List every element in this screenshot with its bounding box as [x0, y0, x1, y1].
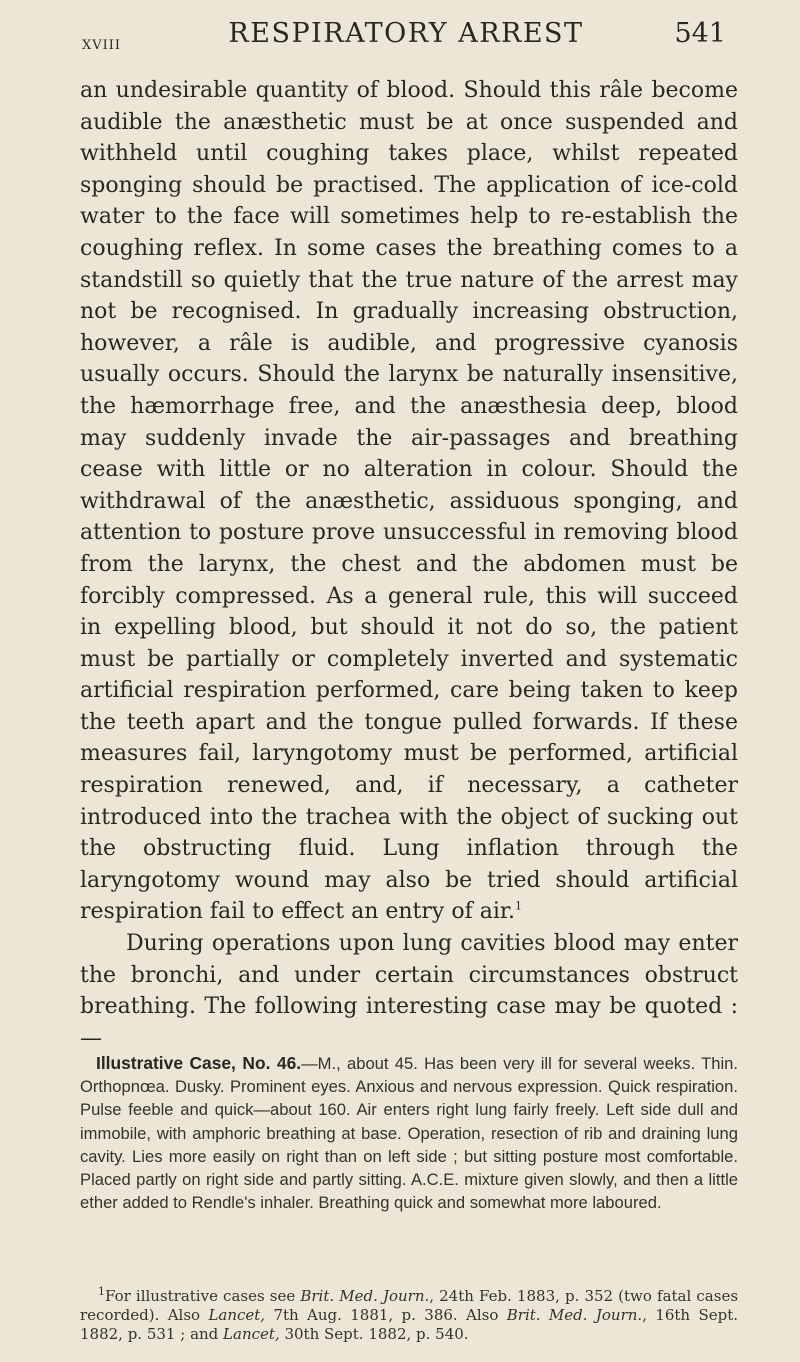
chapter-number: XVIII	[82, 38, 122, 53]
footnote-reference: 1	[514, 900, 522, 914]
illustrative-case	[80, 1052, 738, 1214]
footnote-text: 30th Sept. 1882, p. 540.	[279, 1325, 469, 1343]
journal-title: Lancet,	[208, 1306, 266, 1324]
paragraph: During operations upon lung cavities blood may enter the bronchi, and under certain circumstances obstruct breathing. The following interesting case may be quoted :—	[80, 931, 738, 1051]
footnote-text: , 16th Sept. 1882, p. 531 ; and	[80, 1306, 739, 1343]
body-text	[80, 75, 738, 1054]
footnote-text: 7th Aug. 1881, p. 386. Also	[265, 1306, 507, 1324]
footnote	[80, 1287, 738, 1344]
paragraph-text: an undesirable quantity of blood. Should this râle become audible the anæsthetic must be at once suspended and withheld until coughing takes place, whilst repeated sponging should be practised. The application of ice-cold water to the face will sometimes help to re-establish the coughing reflex. In some cases the breathing comes to a standstill so quietly that the true nature of the arrest may not be recognised. In gradually increasing obstruction, however, a râle is audible, and progressive cyanosis usually occurs. Should the larynx be naturally insensitive, the hæmorrhage free, and the anæsthesia deep, blood may suddenly invade the air-passages and breathing cease with little or no alteration in colour. Should the withdrawal of the anæsthetic, assiduous sponging, and attention to posture prove unsuccessful in removing blood from the larynx, the chest and the abdomen must be forcibly compressed. As a general rule, this will succeed in expelling blood, but should it not do so, the patient must be partially or completely inverted and systematic artificial respiration performed, care being taken to keep the teeth apart and the tongue pulled forwards. If these measures fail, laryngotomy must be performed, artificial respiration renewed, and, if necessary, a catheter introduced into the trachea with the object of sucking out the obstructing fluid. Lung inflation through the laryngotomy wound may also be tried should artificial respiration fail to effect an entry of air.	[80, 78, 738, 925]
page-number: 541	[674, 18, 726, 49]
footnote-text: , 24th Feb. 1883, p. 352 (two fatal cases recorded). Also	[80, 1287, 739, 1324]
journal-title: Brit. Med. Journ.	[506, 1306, 643, 1324]
journal-title: Lancet,	[223, 1325, 280, 1343]
footnote-marker: 1	[98, 1285, 105, 1298]
case-label: Illustrative Case, No. 46.	[96, 1053, 302, 1073]
footnote-text: For illustrative cases see	[105, 1287, 301, 1305]
journal-title: Brit. Med. Journ.	[300, 1287, 430, 1305]
running-title: RESPIRATORY ARREST	[228, 18, 584, 49]
case-text: —M., about 45. Has been very ill for several weeks. Thin. Orthopnœa. Dusky. Prominent eyes. Anxious and nervous expression. Quick respiration. Pulse feeble and quick—about 160. Air enters right lung fairly freely. Left side dull and immobile, with amphoric breathing at base. Operation, resection of rib and draining lung cavity. Lies more easily on right than on left side ; but sitting posture most comfortable. Placed partly on right side and partly sitting. A.C.E. mixture given slowly, and then a little ether added to Rendle's inhaler. Breathing quick and somewhat more laboured.	[80, 1054, 738, 1213]
running-header	[62, 12, 750, 72]
paragraph	[80, 75, 738, 928]
